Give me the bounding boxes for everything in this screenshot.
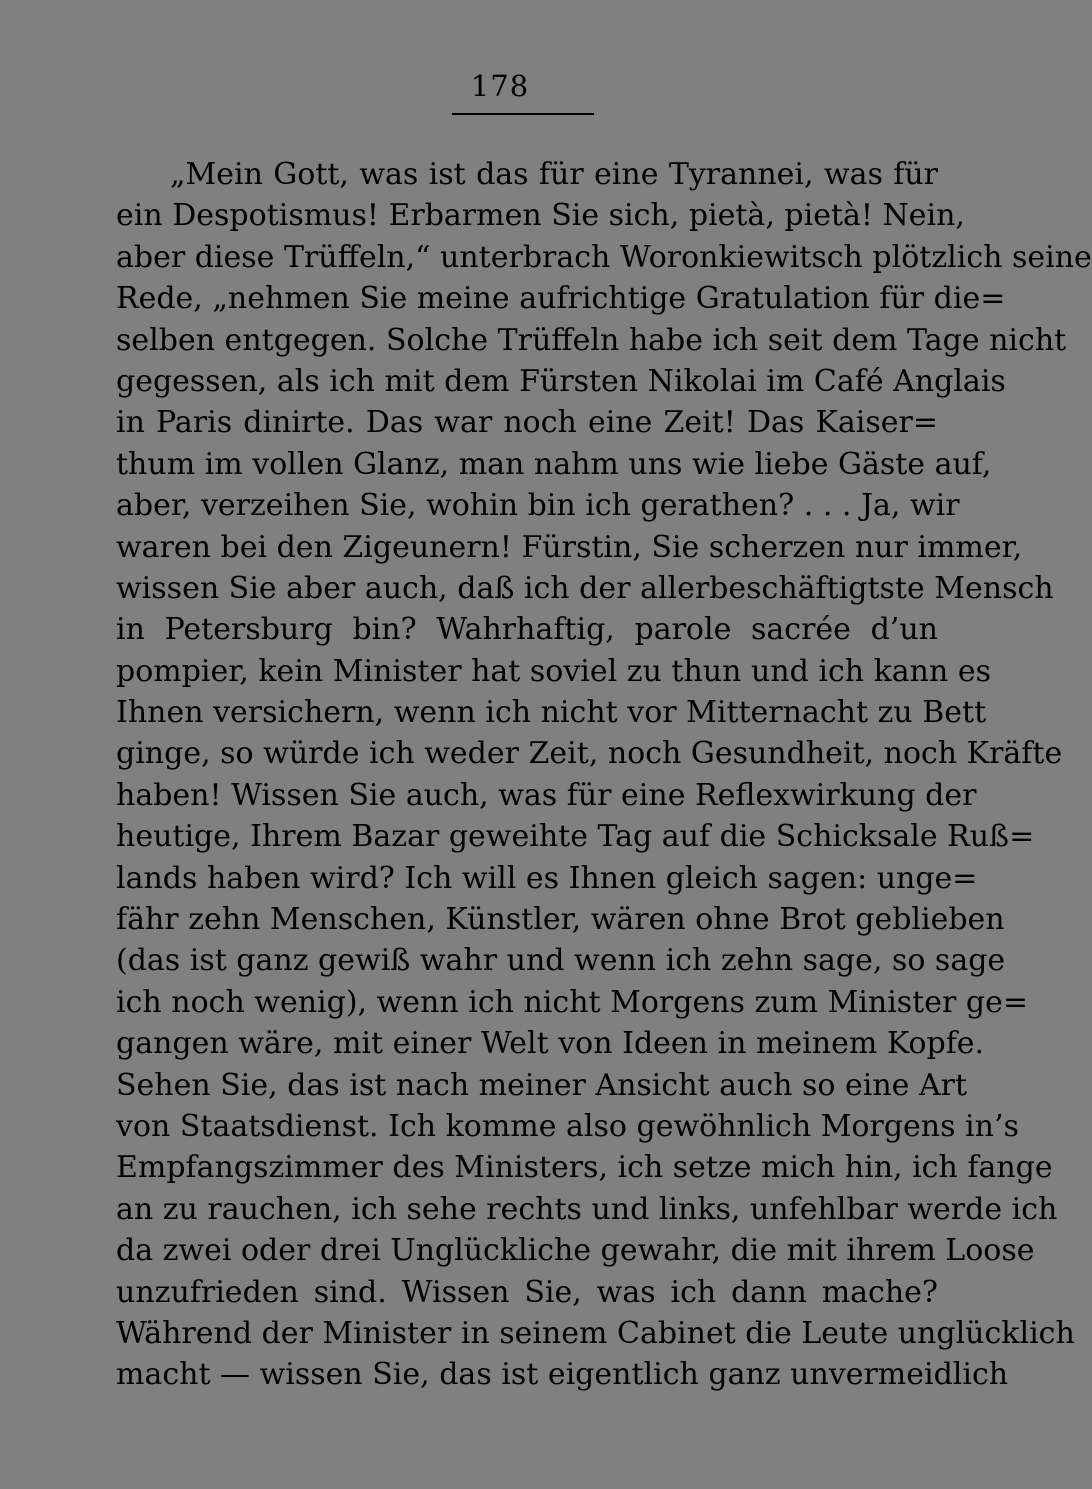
text-line: aber diese Trüffeln,“ unterbrach Woronkiewitsch plötzlich seine (116, 239, 1092, 275)
text-line: pompier, kein Minister hat soviel zu thun und ich kann es (116, 653, 992, 689)
text-line: ich noch wenig), wenn ich nicht Morgens zum Minister ge= (116, 984, 1028, 1020)
text-line: ein Despotismus! Erbarmen Sie sich, pietà, pietà! Nein, (116, 198, 965, 234)
text-line: gegessen, als ich mit dem Fürsten Nikolai im Café Anglais (116, 363, 1006, 399)
text-line: Während der Minister in seinem Cabinet die Leute unglücklich (116, 1315, 1075, 1351)
page-number: 178 (470, 69, 530, 103)
text-line: Sehen Sie, das ist nach meiner Ansicht auch so eine Art (116, 1067, 968, 1103)
text-line: „Mein Gott, was ist das für eine Tyrannei, was für (170, 157, 938, 192)
text-line: Empfangszimmer des Ministers, ich setze mich hin, ich fange (116, 1150, 1053, 1186)
text-line: waren bei den Zigeunern! Fürstin, Sie scherzen nur immer, (116, 529, 1023, 565)
text-line: an zu rauchen, ich sehe rechts und links, unfehlbar werde ich (116, 1191, 1058, 1227)
text-line: aber, verzeihen Sie, wohin bin ich gerathen? . . . Ja, wir (116, 488, 960, 524)
text-line: unzufrieden sind. Wissen Sie, was ich dann mache? (116, 1274, 938, 1310)
text-line: selben entgegen. Solche Trüffeln habe ich seit dem Tage nicht (116, 322, 1067, 358)
text-line: (das ist ganz gewiß wahr und wenn ich zehn sage, so sage (116, 943, 1006, 979)
text-line: heutige, Ihrem Bazar geweihte Tag auf die Schicksale Ruß= (116, 819, 1035, 855)
text-line: haben! Wissen Sie auch, was für eine Reflexwirkung der (116, 777, 977, 813)
text-line: in Petersburg bin? Wahrhaftig, parole sacrée d’un (116, 612, 938, 648)
text-line: da zwei oder drei Unglückliche gewahr, die mit ihrem Loose (116, 1233, 1035, 1269)
text-line: thum im vollen Glanz, man nahm uns wie liebe Gäste auf, (116, 446, 992, 482)
text-line: macht — wissen Sie, das ist eigentlich ganz unvermeidlich (116, 1357, 1009, 1393)
text-line: in Paris dinirte. Das war noch eine Zeit! Das Kaiser= (116, 405, 938, 441)
body-text (116, 154, 1092, 1396)
text-line: Ihnen versichern, wenn ich nicht vor Mitternacht zu Bett (116, 695, 987, 731)
text-line: wissen Sie aber auch, daß ich der allerbeschäftigtste Mensch (116, 570, 1054, 606)
text-line: lands haben wird? Ich will es Ihnen gleich sagen: unge= (116, 860, 978, 896)
header-rule (452, 113, 594, 115)
text-line: gangen wäre, mit einer Welt von Ideen in meinem Kopfe. (116, 1026, 985, 1062)
text-line: von Staatsdienst. Ich komme also gewöhnlich Morgens in’s (116, 1108, 1019, 1144)
text-line: fähr zehn Menschen, Künstler, wären ohne Brot geblieben (116, 902, 1005, 938)
text-line: ginge, so würde ich weder Zeit, noch Gesundheit, noch Kräfte (116, 736, 1063, 772)
text-line: Rede, „nehmen Sie meine aufrichtige Gratulation für die= (116, 281, 1006, 317)
